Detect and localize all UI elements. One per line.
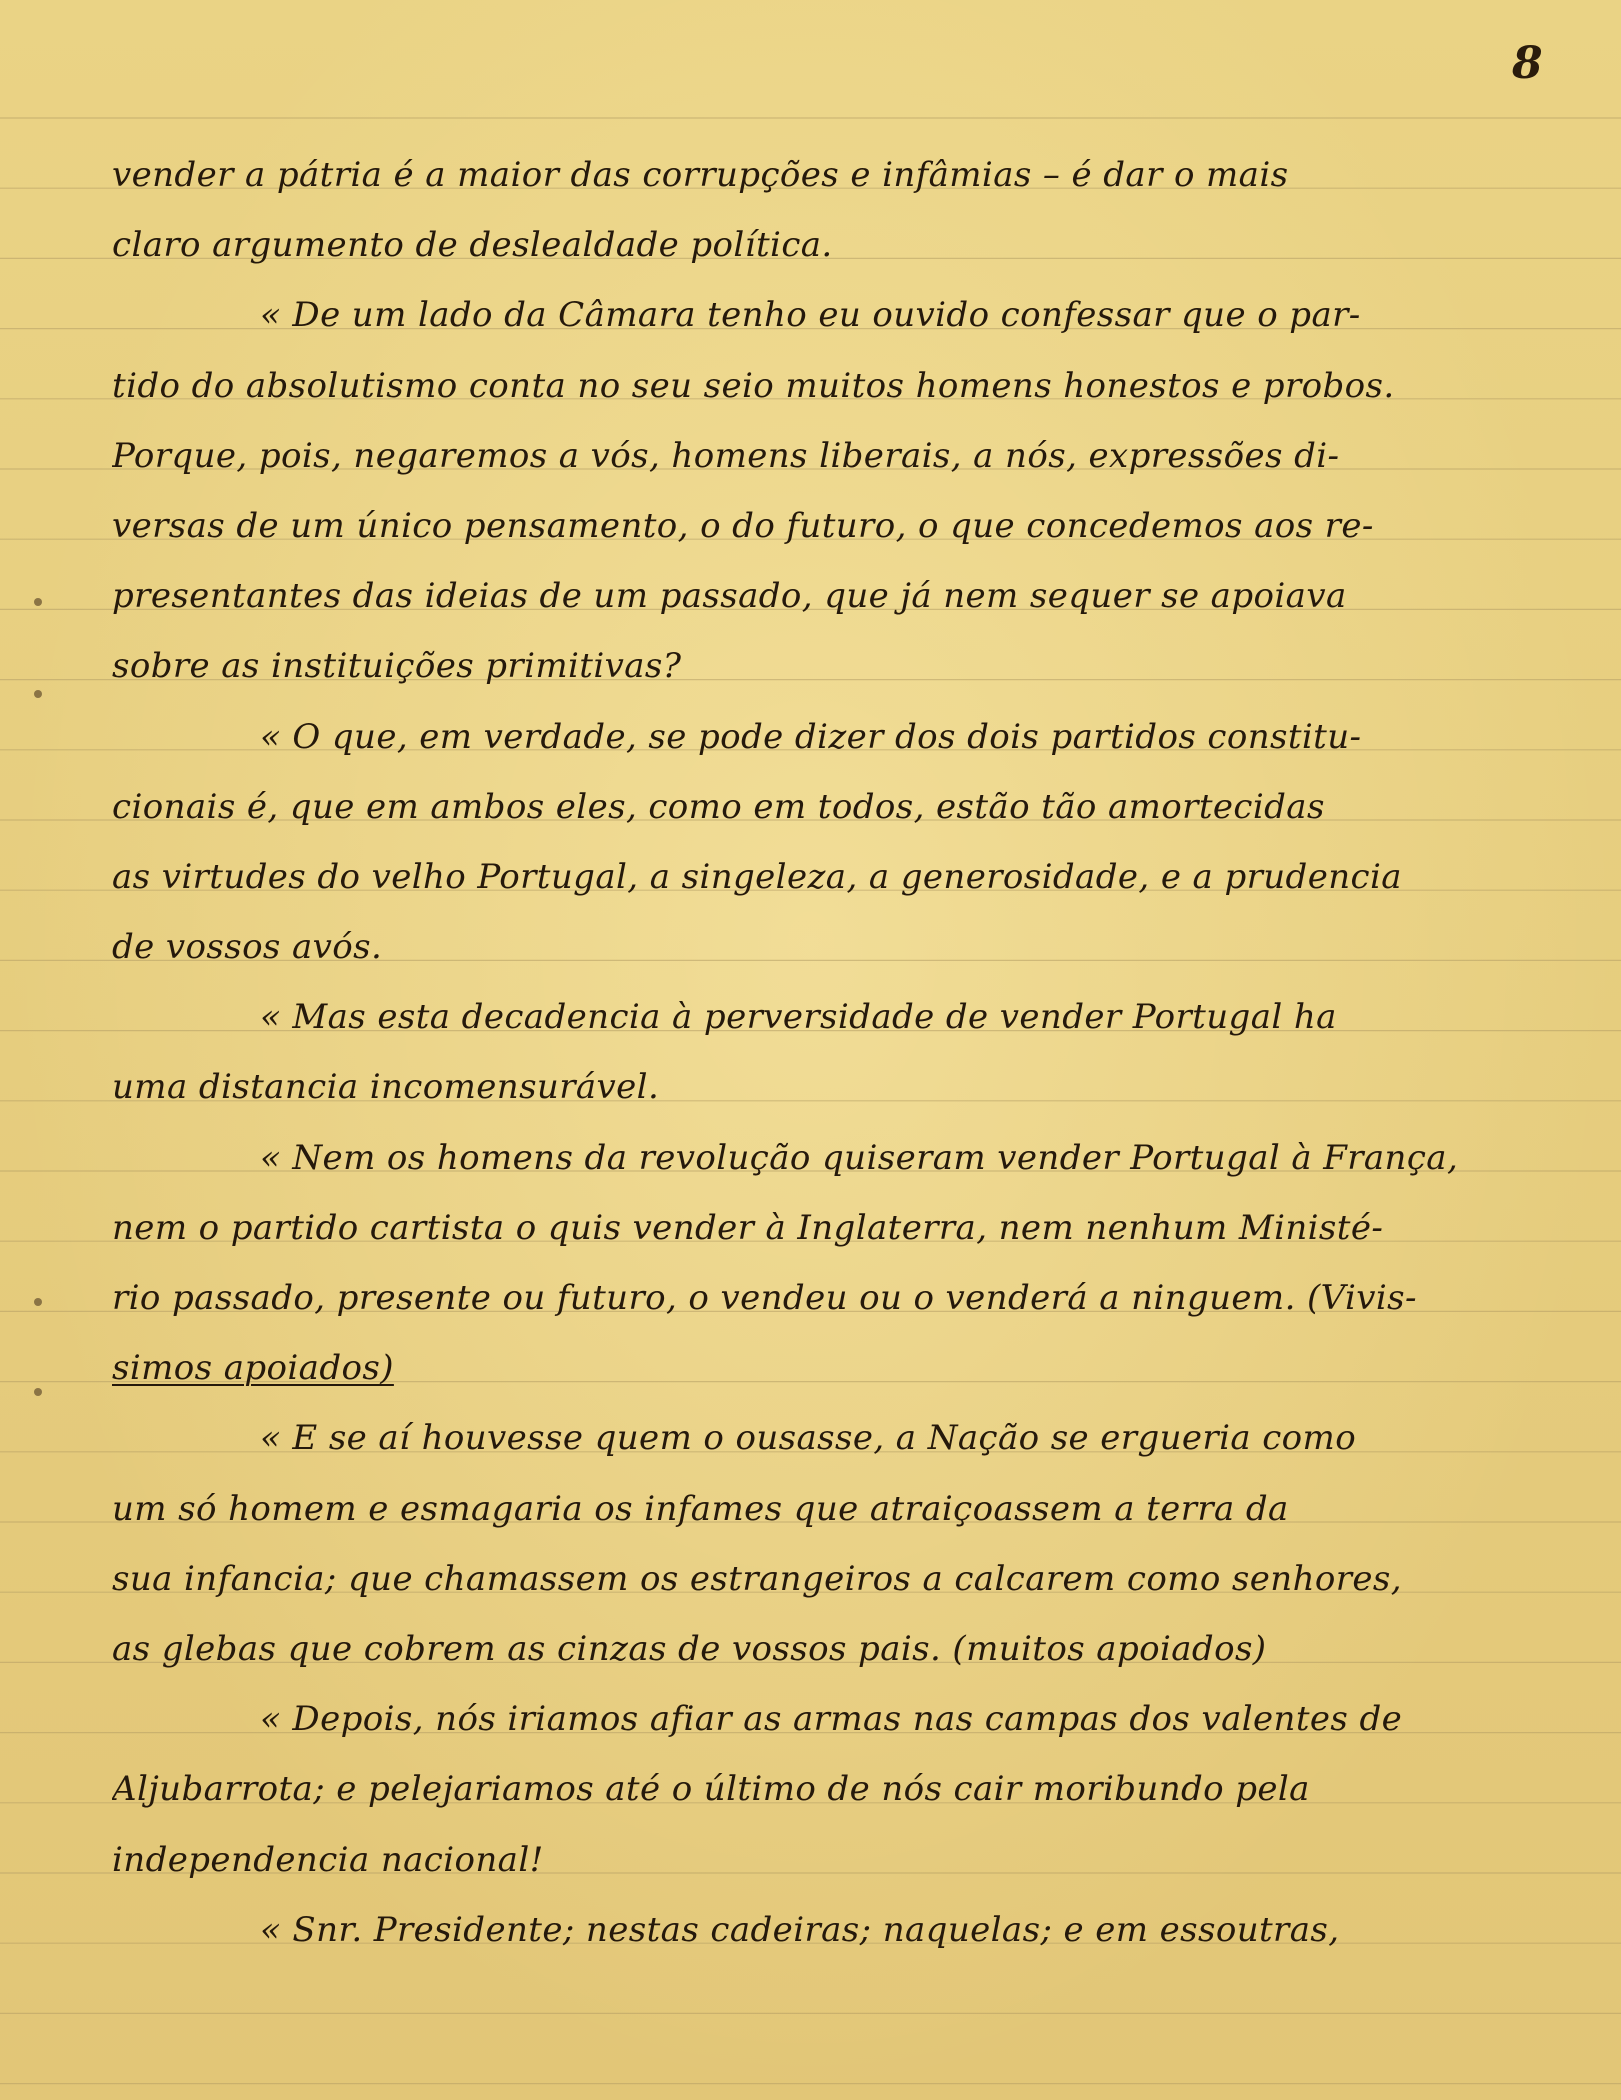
text-line: tido do absolutismo conta no seu seio muitos homens honestos e probos. [112,365,1395,406]
text-line: simos apoiados) [112,1348,394,1389]
text-line: « O que, em verdade, se pode dizer dos dois partidos constitu- [260,716,1362,757]
text-line: « E se aí houvesse quem o ousasse, a Nação se ergueria como [260,1418,1357,1459]
text-line: « Nem os homens da revolução quiseram vender Portugal à França, [260,1137,1459,1178]
text-line: Porque, pois, negaremos a vós, homens liberais, a nós, expressões di- [112,435,1340,476]
text-line: um só homem e esmagaria os infames que atraiçoassem a terra da [112,1488,1289,1529]
text-line: vender a pátria é a maior das corrupções e infâmias – é dar o mais [112,155,1289,195]
text-line: « Depois, nós iriamos afiar as armas nas campas dos valentes de [260,1699,1403,1740]
text-line: nem o partido cartista o quis vender à Inglaterra, nem nenhum Ministé- [112,1207,1384,1248]
binding-hole-mark [34,1298,42,1306]
text-line: Aljubarrota; e pelejariamos até o último de nós cair moribundo pela [112,1769,1310,1810]
text-line: uma distancia incomensurável. [112,1067,660,1108]
binding-hole-mark [34,598,42,606]
text-line: « Snr. Presidente; nestas cadeiras; naquelas; e em essoutras, [260,1909,1340,1950]
text-line: rio passado, presente ou futuro, o vendeu ou o venderá a ninguem. (Vivis- [112,1278,1417,1318]
binding-hole-mark [34,690,42,698]
binding-hole-mark [34,1388,42,1396]
text-line: as virtudes do velho Portugal, a singeleza, a generosidade, e a prudencia [112,856,1402,897]
text-line: sobre as instituições primitivas? [112,646,682,687]
text-line: de vossos avós. [112,927,383,968]
text-line: versas de um único pensamento, o do futuro, o que concedemos aos re- [112,505,1374,546]
handwritten-text [112,140,1592,1965]
text-line: cionais é, que em ambos eles, como em todos, estão tão amortecidas [112,786,1325,827]
text-line: « De um lado da Câmara tenho eu ouvido confessar que o par- [260,295,1361,336]
text-line: as glebas que cobrem as cinzas de vossos pais. (muitos apoiados) [112,1628,1267,1669]
text-line: independencia nacional! [112,1839,544,1880]
text-line: « Mas esta decadencia à perversidade de vender Portugal ha [260,997,1337,1038]
text-line: sua infancia; que chamassem os estrangeiros a calcarem como senhores, [112,1558,1402,1599]
text-line: claro argumento de deslealdade política. [112,225,833,266]
page-number: 8 [1512,38,1543,89]
text-line: presentantes das ideias de um passado, que já nem sequer se apoiava [112,576,1347,617]
